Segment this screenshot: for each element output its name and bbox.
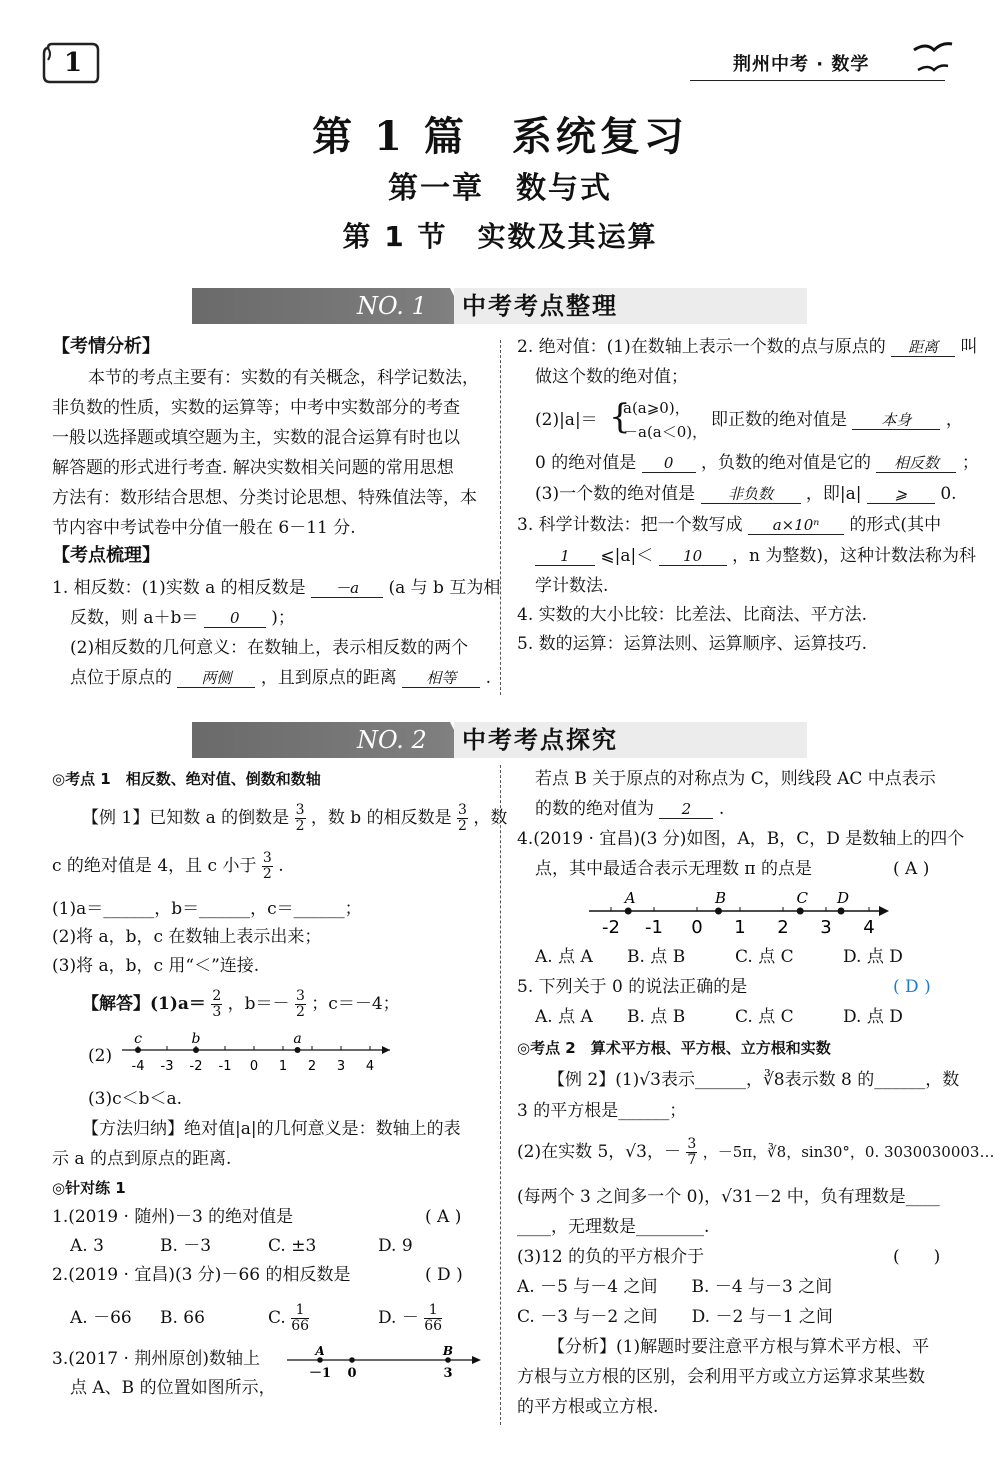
analysis-line: 非负数的性质，实数的运算等；中考中实数部分的考查 [52,398,460,418]
chapter-title: 第一章 数与式 [388,171,612,206]
axis-tick-label: 1 [734,917,746,937]
solution-part-2: (2) [88,1046,113,1066]
axis-tick-label: 0 [691,917,703,937]
page-number: 1 [64,48,83,78]
analysis-line: 节内容中考试卷中分值一般在 6－11 分. [52,518,356,538]
axis-tick-label: 4 [365,1059,375,1074]
axis-point-label: c [134,1031,142,1047]
question-1-answer: ( A ) [425,1207,462,1227]
option: B. －3 [160,1236,212,1256]
section-title: 第 1 节 实数及其运算 [342,220,658,253]
analysis-heading: 【考情分析】 [52,336,160,357]
number-line-3 [585,885,895,937]
answer-blank: ⩾ [867,485,935,504]
example-2: 【例 2】(1)√3表示______，∛8表示数 8 的______，数 [548,1070,960,1090]
option: A. 点 A [535,1007,593,1027]
axis-point [349,1357,355,1363]
part-title: 第 1 篇 系统复习 [312,113,688,160]
axis-tick-label: -2 [602,917,620,937]
question-3: 3.(2017 · 荆州原创)数轴上 [52,1349,260,1369]
option: C. ±3 [268,1236,317,1256]
banner-title: 中考考点探究 [454,722,807,758]
question-1: 1.(2019 · 随州)－3 的绝对值是 [52,1207,294,1227]
example-1: 【例 1】已知数 a 的倒数是 $\frac{3}{2}$ ，数 b 的相反数是 $\frac{3}{2}$ ，数 [82,802,508,834]
axis-arrow [382,1046,390,1054]
review-item: 2. 绝对值：(1)在数轴上表示一个数的点与原点的 距离 叫 [517,337,978,357]
analysis-line: 一般以选择题或填空题为主，实数的混合运算有时也以 [52,428,460,448]
answer-blank: 2 [659,800,713,819]
option: C. $\frac{1}{66}$ [268,1302,310,1334]
example-2: (3)12 的负的平方根介于 [517,1247,705,1267]
axis-tick-label: 0 [249,1059,259,1074]
question-4-answer: ( A ) [893,859,930,879]
axis-point [715,908,722,915]
axis-point [838,908,845,915]
axis-tick-label: -1 [218,1059,232,1074]
number-line-1 [118,1030,398,1078]
method-summary: 示 a 的点到原点的距离. [52,1149,232,1169]
example-2-answer: ( ) [893,1247,941,1267]
answer-blank: 相反数 [876,454,956,473]
review-item: 1 ⩽|a|＜ 10 ，n 为整数)，这种计数法称为科 [535,545,976,567]
analysis-note: 【分析】(1)解题时要注意平方根与算术平方根、平 [548,1337,930,1357]
answer-blank: 0 [204,609,266,628]
header-subject: 荆州中考 · 数学 [733,54,870,75]
banner-no: NO. 2 [357,726,427,754]
axis-tick-label: 1 [278,1059,288,1074]
axis-point [295,1047,301,1053]
question-4: 点，其中最适合表示无理数 π 的点是 [535,859,812,879]
option: C. 点 C [735,1007,794,1027]
number-line-2 [285,1342,485,1382]
analysis-line: 方法有：数形结合思想、分类讨论思想、特殊值法等，本 [52,488,477,508]
axis-tick-label: －1 [308,1366,332,1381]
axis-point-label: B [714,889,727,907]
axis-point [135,1047,141,1053]
axis-tick-label: 0 [347,1366,357,1381]
axis-point-label: A [624,889,636,907]
option: A. －66 [70,1308,132,1328]
drill-heading: ◎针对练 1 [52,1179,126,1197]
answer-blank: 10 [659,547,727,566]
key-point-1: ◎考点 1 相反数、绝对值、倒数和数轴 [52,770,321,788]
analysis-line: 解答题的形式进行考查. 解决实数相关问题的常用思想 [52,458,454,478]
fraction: $\frac{3}{7}$ [687,1136,697,1168]
axis-point-label: b [191,1031,201,1047]
axis-tick-label: 3 [443,1366,453,1381]
option: A. 3 [70,1236,104,1256]
method-summary: 【方法归纳】绝对值|a|的几何意义是：数轴上的表 [82,1119,461,1139]
review-item: 学计数法. [535,576,609,596]
axis-point-label: B [442,1344,454,1358]
answer-blank: －a [311,579,383,598]
fraction: $\frac{1}{66}$ [424,1302,443,1334]
banner-no: NO. 1 [357,292,427,320]
brace: { [609,397,631,437]
answer-blank: 非负数 [701,485,801,504]
axis-point [193,1047,199,1053]
solution-part-3: (3)c＜b＜a. [88,1089,183,1109]
review-item: 0 的绝对值是 0 ，负数的绝对值是它的 相反数 ； [535,453,979,473]
review-item: 3. 科学计数法：把一个数写成 a×10ⁿ 的形式(其中 [517,515,942,535]
axis-point [797,908,804,915]
fraction: $\frac{3}{2}$ [295,988,305,1020]
section-banner-2 [192,722,807,758]
axis-point [317,1357,323,1363]
axis-point-label: A [315,1344,325,1358]
fraction: $\frac{1}{66}$ [291,1302,310,1334]
analysis-line: 本节的考点主要有：实数的有关概念，科学记数法， [88,368,479,388]
axis-tick-label: 3 [820,917,832,937]
option: B. 点 B [627,947,686,967]
review-item: (2)相反数的几何意义：在数轴上，表示相反数的两个 [70,638,469,658]
option-row: A. －5 与－4 之间 B. －4 与－3 之间 [517,1277,833,1297]
review-item: 1. 相反数：(1)实数 a 的相反数是 －a (a 与 b 互为相 [52,578,501,598]
option: D. － $\frac{1}{66}$ [378,1302,443,1334]
answer-blank: 距离 [891,338,955,357]
column-divider-2 [500,765,501,1425]
key-point-2: ◎考点 2 算术平方根、平方根、立方根和实数 [517,1039,831,1057]
axis-point [625,908,632,915]
question-5-answer: ( D ) [893,977,931,997]
option: D. 点 D [843,947,903,967]
question-3: 点 A、B 的位置如图所示， [70,1378,276,1398]
example-2: (2)在实数 5，√3，－ $\frac{3}{7}$ ，－5π，∛8，sin30°，0. 3030030003… [517,1136,995,1168]
answer-blank: 本身 [852,411,940,430]
fraction: $\frac{3}{2}$ [295,802,305,834]
axis-point-label: D [837,889,850,907]
axis-tick-label: -2 [189,1059,203,1074]
review-item: 反数，则 a＋b＝ 0 )； [70,608,295,628]
axis-tick-label: -1 [645,917,663,937]
example-2: 3 的平方根是______； [517,1101,687,1121]
solution: 【解答】(1)a＝ $\frac{2}{3}$ ，b＝－ $\frac{3}{2}$ ；c＝－4； [82,988,400,1020]
question-5: 5. 下列关于 0 的说法正确的是 [517,977,748,997]
option: B. 66 [160,1308,205,1328]
column-divider-1 [500,340,501,695]
example-question: (2)将 a，b，c 在数轴上表示出来； [52,927,322,947]
question-3-cont: 若点 B 关于原点的对称点为 C，则线段 AC 中点表示 [535,769,936,789]
review-item: 做这个数的绝对值； [535,367,688,387]
answer-blank: 相等 [402,669,480,688]
analysis-note: 的平方根或立方根. [517,1397,659,1417]
fraction: $\frac{3}{2}$ [262,850,272,882]
banner-title: 中考考点整理 [454,288,807,324]
question-4: 4.(2019 · 宜昌)(3 分)如图，A，B，C，D 是数轴上的四个 [517,829,965,849]
review-item: 点位于原点的 两侧 ，且到原点的距离 相等 . [70,668,492,688]
section-banner-1 [192,288,807,324]
question-3-cont: 的数的绝对值为 2 . [535,799,725,819]
axis-tick-label: 3 [336,1059,346,1074]
review-heading: 【考点梳理】 [52,545,160,566]
review-item: 5. 数的运算：运算法则、运算顺序、运算技巧. [517,634,868,654]
answer-blank: a×10ⁿ [748,516,844,535]
fraction: $\frac{3}{2}$ [458,802,467,834]
example-2: ____，无理数是________. [517,1217,710,1237]
example-question: (3)将 a，b，c 用“＜”连接. [52,956,260,976]
fraction: $\frac{2}{3}$ [212,988,222,1020]
question-2: 2.(2019 · 宜昌)(3 分)－66 的相反数是 [52,1265,351,1285]
axis-tick-label: 2 [307,1059,317,1074]
axis-point-label: C [796,889,808,907]
example-question: (1)a＝______，b＝______，c＝______； [52,899,362,919]
example-1-cont: c 的绝对值是 4，且 c 小于 $\frac{3}{2}$ . [52,850,284,882]
option: D. 9 [378,1236,413,1256]
answer-blank: 0 [642,454,696,473]
analysis-note: 方根与立方根的区别，会利用平方或立方运算求某些数 [517,1367,925,1387]
option: B. 点 B [627,1007,686,1027]
answer-blank: 1 [535,547,595,566]
page-number-badge [40,40,102,86]
option: A. 点 A [535,947,593,967]
axis-tick-label: 4 [863,917,875,937]
question-2-answer: ( D ) [425,1265,463,1285]
axis-tick-label: 2 [777,917,789,937]
axis-point [445,1357,451,1363]
review-item: (3)一个数的绝对值是 非负数 ，即|a| ⩾ 0. [535,484,957,504]
bird-icon [912,40,962,80]
header-rule [690,80,945,81]
axis-point-label: a [293,1031,302,1047]
answer-blank: 两侧 [177,669,255,688]
review-item: 4. 实数的大小比较：比差法、比商法、平方法. [517,605,868,625]
option: D. 点 D [843,1007,903,1027]
axis-tick-label: -3 [160,1059,174,1074]
axis-tick-label: -4 [131,1059,145,1074]
axis-arrow [472,1356,481,1364]
axis-arrow [879,906,889,916]
option: C. 点 C [735,947,794,967]
option-row: C. －3 与－2 之间 D. －2 与－1 之间 [517,1307,833,1327]
example-2: (每两个 3 之间多一个 0)，√31－2 中，负有理数是____ [517,1187,940,1207]
